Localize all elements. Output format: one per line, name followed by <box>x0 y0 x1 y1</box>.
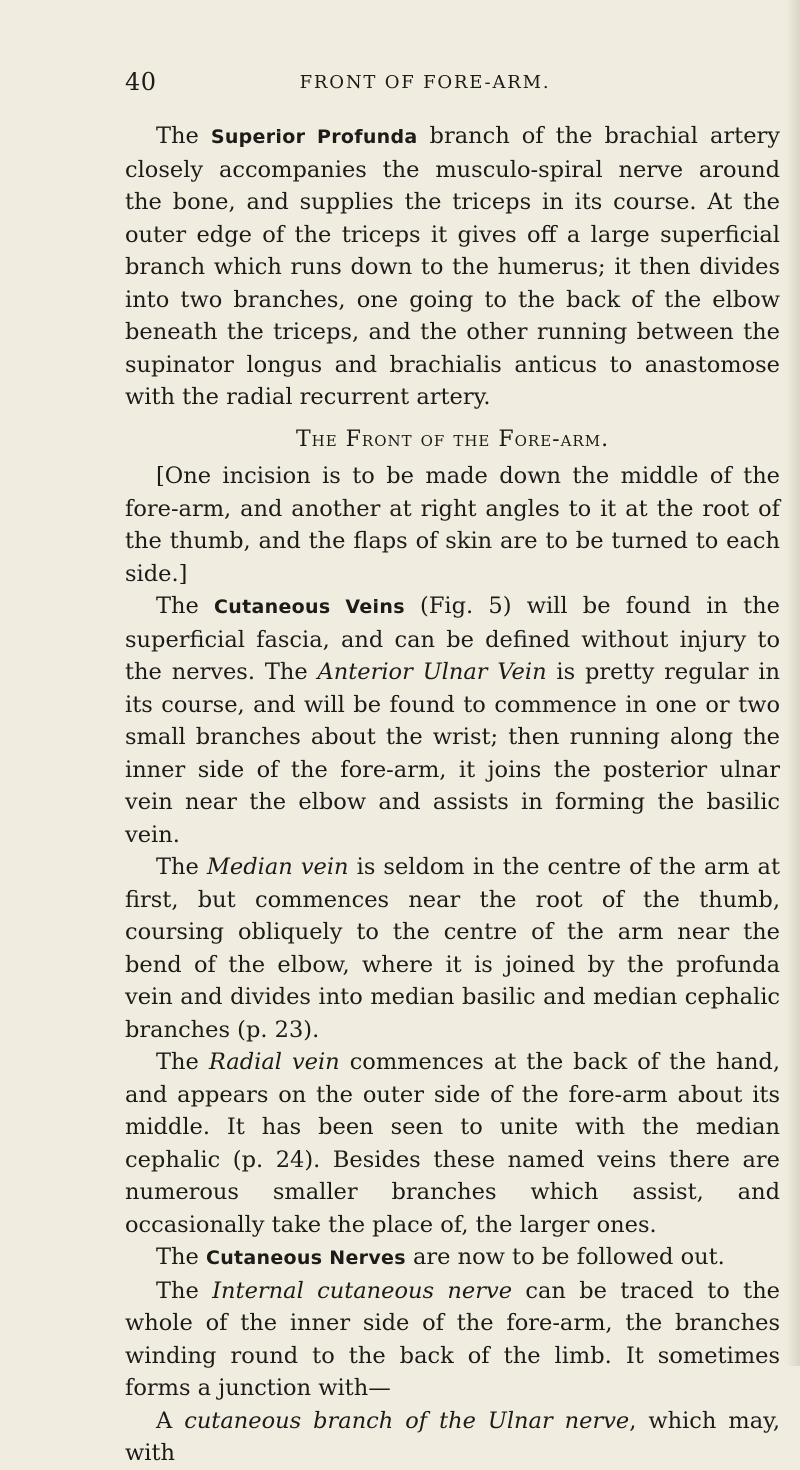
lead-text: The <box>156 593 215 619</box>
paragraph-radial-vein <box>125 1046 780 1241</box>
term-ulnar-cutaneous-branch: cutaneous branch of the Ulnar nerve <box>184 1407 630 1434</box>
paragraph-internal-cutaneous-nerve <box>125 1275 780 1405</box>
lead-text: The <box>156 1244 206 1270</box>
paragraph-text: branch of the brachial artery closely accompanies the musculo-spiral nerve around the bone, and supplies the triceps in its course. At the outer edge of the triceps it gives off a large superficial branch which runs down to the humerus; it then divides into two branches, one going to the back of the elbow beneath the triceps, and the other running between the supinator longus and brachialis anticus to anastomose with the radial recurrent artery. <box>125 123 780 410</box>
paragraph-cutaneous-nerves <box>125 1241 780 1275</box>
term-cutaneous-veins: Cutaneous Veins <box>214 596 405 618</box>
paragraph-text: can be traced to the whole of the inner side of the fore-arm, the branches winding round to the back of the limb. It sometimes forms a junction with— <box>125 1277 780 1401</box>
term-anterior-ulnar-vein: Anterior Ulnar Vein <box>317 659 547 685</box>
section-title <box>125 424 780 457</box>
page-header <box>125 68 725 102</box>
paragraph-text: (Fig. 5) will be found in the superficial fascia, and can be defined without injury to the nerves. The <box>125 593 780 685</box>
page-number: 40 <box>125 68 157 96</box>
paragraph-instruction: [One incision is to be made down the middle of the fore-arm, and another at right angles to it at the root of the thumb, and the flaps of skin are to be turned to each side.] <box>125 463 780 587</box>
running-head: FRONT OF FORE-ARM. <box>299 72 551 93</box>
paragraph-text: is pretty regular in its course, and will be found to commence in one or two small branches about the wrist; then running along the inner side of the fore-arm, it joins the posterior ulnar vein near the elbow and assists in forming the basilic vein. <box>125 659 780 848</box>
paragraph-cutaneous-veins <box>125 590 780 851</box>
paragraph-text: are now to be followed out. <box>405 1244 725 1270</box>
paragraph-superior-profunda <box>125 120 780 414</box>
section-title-text: The Front of the Fore-arm. <box>295 426 610 452</box>
term-cutaneous-nerves: Cutaneous Nerves <box>205 1247 406 1269</box>
page-body <box>125 120 780 1470</box>
paragraph-text: , which may, with <box>125 1407 780 1466</box>
term-internal-cutaneous-nerve: Internal cutaneous nerve <box>212 1277 513 1304</box>
term-radial-vein: Radial vein <box>208 1049 340 1075</box>
lead-text: The <box>156 1277 213 1304</box>
lead-text: A <box>156 1407 185 1434</box>
lead-text: The <box>156 854 207 880</box>
paragraph-median-vein <box>125 851 780 1046</box>
paragraph-text: commences at the back of the hand, and appears on the outer side of the fore-arm about its middle. It has been seen to unite with the median cephalic (p. 24). Besides these named veins there are numerous smaller branches which assist, and occasionally take the place of, the larger ones. <box>125 1049 780 1238</box>
term-median-vein: Median vein <box>206 854 349 880</box>
page-edge-shadow <box>786 0 800 1366</box>
paragraph-text: is seldom in the centre of the arm at first, but commences near the root of the thumb, coursing obliquely to the centre of the arm near the bend of the elbow, where it is joined by the profunda vein and divides into median basilic and median cephalic branches (p. 23). <box>125 854 780 1043</box>
paragraph-ulnar-branch <box>125 1405 780 1470</box>
lead-text: The <box>156 123 211 149</box>
term-superior-profunda: Superior Profunda <box>210 126 418 148</box>
lead-text: The <box>156 1049 209 1075</box>
